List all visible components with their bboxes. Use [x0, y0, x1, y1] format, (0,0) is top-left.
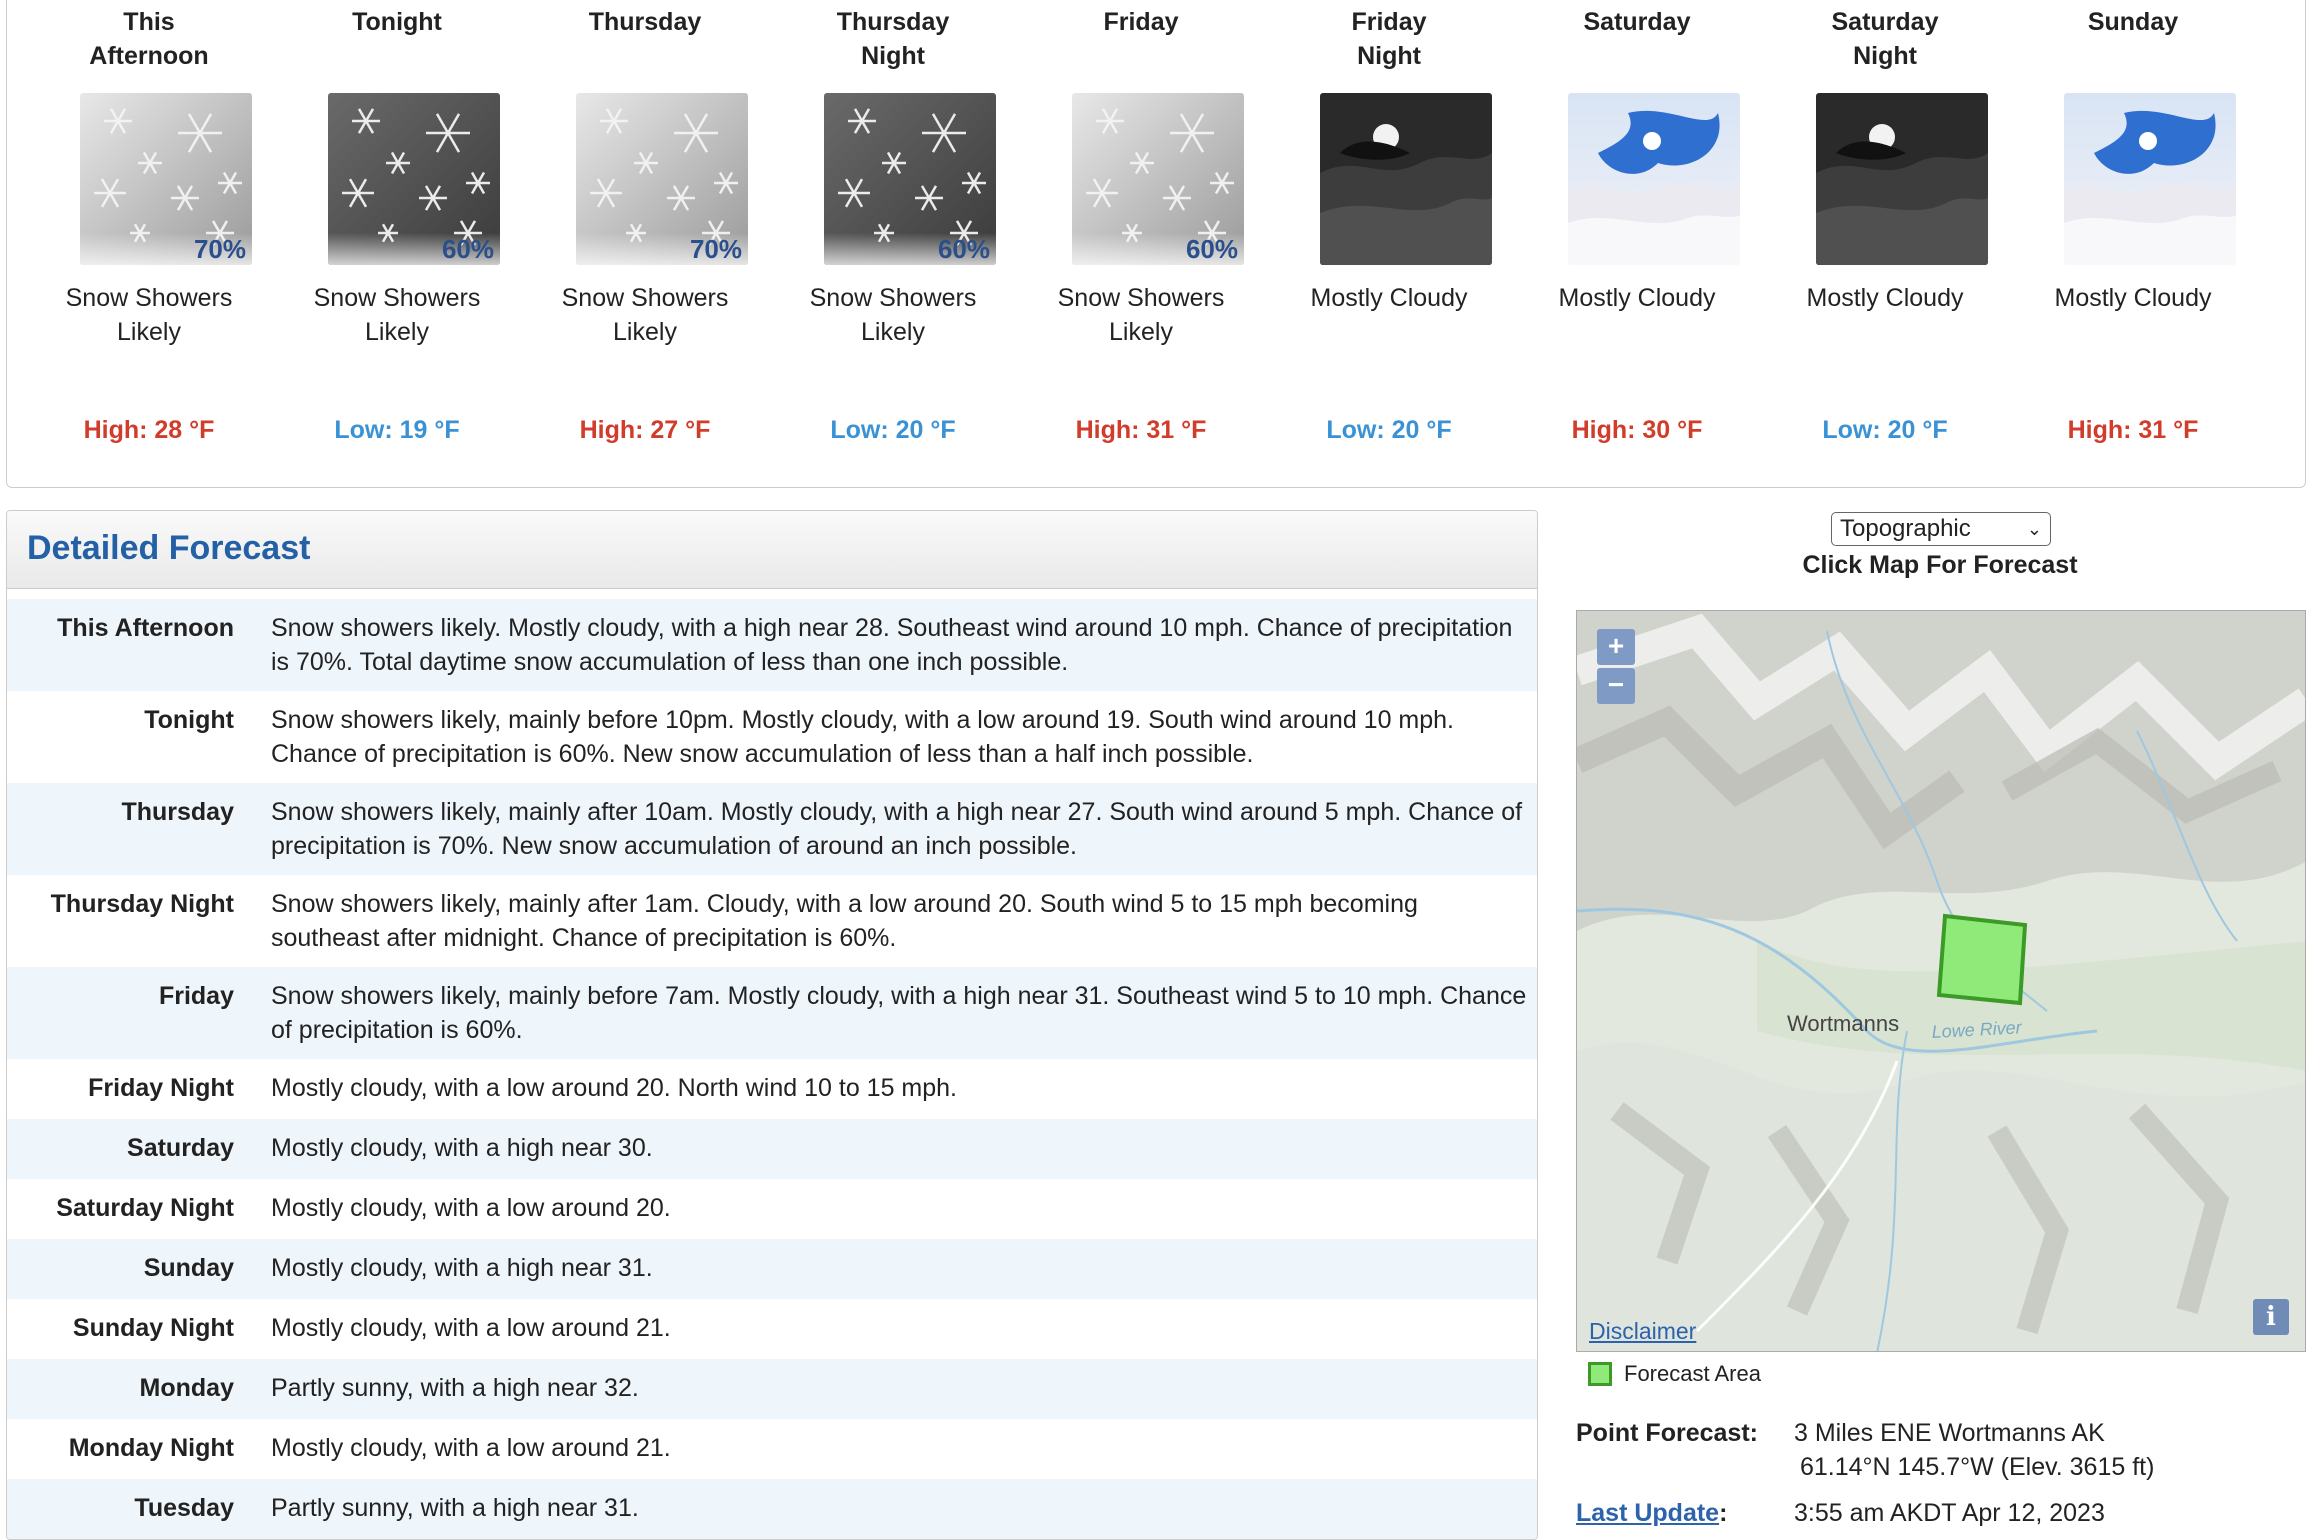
- chevron-down-icon: ⌄: [2026, 519, 2042, 539]
- mostly-cloudy-night-icon[interactable]: [1816, 93, 1988, 265]
- last-update-colon: :: [1719, 1499, 1728, 1527]
- row-period-label: This Afternoon: [57, 614, 234, 642]
- high-temperature: High: 30 °F: [1571, 416, 1703, 444]
- precip-chance: 60%: [328, 233, 500, 265]
- point-forecast-coords: 61.14°N 145.7°W (Elev. 3615 ft): [1800, 1453, 2155, 1481]
- high-temperature: High: 28 °F: [83, 416, 215, 444]
- precip-chance: 60%: [824, 233, 996, 265]
- mostly-cloudy-night-icon[interactable]: [1320, 93, 1492, 265]
- detailed-forecast-row: [7, 967, 1537, 1059]
- zoom-in-button[interactable]: +: [1597, 629, 1635, 665]
- row-period-label: Monday: [139, 1374, 234, 1402]
- short-description: Mostly Cloudy: [1310, 284, 1468, 312]
- low-temperature: Low: 20 °F: [830, 416, 956, 444]
- period-name: Saturday Night: [1831, 8, 1939, 70]
- row-period-label: Saturday Night: [56, 1194, 234, 1222]
- topographic-map-image: [1577, 611, 2306, 1352]
- short-description: Mostly Cloudy: [1806, 284, 1964, 312]
- precip-chance: 70%: [80, 233, 252, 265]
- period-name: This Afternoon: [89, 8, 209, 70]
- row-period-label: Monday Night: [68, 1434, 234, 1462]
- row-period-label: Saturday: [127, 1134, 234, 1162]
- row-forecast-text: Snow showers likely. Mostly cloudy, with a high near 28. Southeast wind around 10 mph. Chance of precipitation is 70%. Total daytime snow accumulation of less than one inch possible.: [271, 614, 1513, 676]
- detailed-forecast-title: Detailed Forecast: [27, 529, 311, 567]
- short-description: Mostly Cloudy: [1558, 284, 1716, 312]
- low-temperature: Low: 19 °F: [334, 416, 460, 444]
- row-forecast-text: Partly sunny, with a high near 32.: [271, 1374, 639, 1402]
- low-temperature: Low: 20 °F: [1822, 416, 1948, 444]
- detailed-forecast-row: [7, 875, 1537, 967]
- detailed-forecast-panel: [6, 510, 1538, 1540]
- row-forecast-text: Mostly cloudy, with a low around 21.: [271, 1434, 671, 1462]
- short-description: Snow Showers Likely: [809, 284, 977, 346]
- precip-chance: 60%: [1072, 233, 1244, 265]
- high-temperature: High: 31 °F: [1075, 416, 1207, 444]
- info-button[interactable]: i: [2253, 1299, 2289, 1335]
- high-temperature: High: 31 °F: [2067, 416, 2199, 444]
- seven-day-forecast: [6, 0, 2306, 488]
- disclaimer-link[interactable]: Disclaimer: [1589, 1318, 1697, 1344]
- period-name: Friday Night: [1351, 8, 1427, 70]
- row-forecast-text: Snow showers likely, mainly before 10pm. Mostly cloudy, with a low around 19. South wind around 10 mph. Chance of precipitation is 60%. New snow accumulation of less than a half inch possible.: [271, 706, 1455, 768]
- detailed-forecast-row: [7, 1299, 1537, 1359]
- period-name: Thursday Night: [836, 8, 950, 70]
- snow-showers-day-icon[interactable]: [1072, 93, 1244, 265]
- forecast-area-legend: Forecast Area: [1624, 1361, 1761, 1386]
- detailed-forecast-row: [7, 1059, 1537, 1119]
- row-period-label: Friday Night: [88, 1074, 234, 1102]
- short-description: Snow Showers Likely: [65, 284, 233, 346]
- last-update-link[interactable]: Last Update: [1576, 1499, 1720, 1527]
- row-period-label: Sunday: [143, 1254, 234, 1282]
- click-map-label: Click Map For Forecast: [1802, 551, 2078, 579]
- point-forecast-location: 3 Miles ENE Wortmanns AK: [1794, 1419, 2105, 1447]
- point-forecast-label: Point Forecast:: [1576, 1419, 1758, 1447]
- detailed-forecast-row: [7, 1479, 1537, 1539]
- detailed-forecast-row: [7, 1179, 1537, 1239]
- row-period-label: Thursday Night: [50, 890, 234, 918]
- forecast-area-swatch: [1588, 1362, 1612, 1386]
- precip-chance: 70%: [576, 233, 748, 265]
- short-description: Snow Showers Likely: [313, 284, 481, 346]
- period-name: Saturday: [1583, 8, 1691, 36]
- row-forecast-text: Snow showers likely, mainly after 10am. Mostly cloudy, with a high near 27. South wind around 5 mph. Chance of precipitation is 70%. New snow accumulation of around an inch possible.: [271, 798, 1523, 860]
- period-name: Thursday: [588, 8, 702, 36]
- period-name: Friday: [1103, 8, 1179, 36]
- row-forecast-text: Mostly cloudy, with a low around 20. North wind 10 to 15 mph.: [271, 1074, 957, 1102]
- detailed-forecast-row: [7, 1359, 1537, 1419]
- map-river-label: Lowe River: [1931, 1017, 2023, 1042]
- snow-showers-day-icon[interactable]: [576, 93, 748, 265]
- last-update-label: [1576, 1496, 1727, 1530]
- period-name: Tonight: [352, 8, 442, 36]
- snow-showers-day-icon[interactable]: [80, 93, 252, 265]
- low-temperature: Low: 20 °F: [1326, 416, 1452, 444]
- map-place-label: Wortmanns: [1787, 1011, 1900, 1036]
- row-period-label: Tuesday: [134, 1494, 234, 1522]
- detailed-forecast-header: [7, 511, 1537, 589]
- last-update-value: 3:55 am AKDT Apr 12, 2023: [1794, 1499, 2105, 1527]
- short-description: Mostly Cloudy: [2054, 284, 2212, 312]
- short-description: Snow Showers Likely: [561, 284, 729, 346]
- forecast-map[interactable]: [1576, 610, 2306, 1352]
- snow-showers-night-icon[interactable]: [824, 93, 996, 265]
- detailed-forecast-row: [7, 599, 1537, 691]
- short-description: Snow Showers Likely: [1057, 284, 1225, 346]
- row-period-label: Tonight: [144, 706, 234, 734]
- zoom-out-button[interactable]: −: [1597, 668, 1635, 704]
- detailed-forecast-row: [7, 1419, 1537, 1479]
- mostly-cloudy-day-icon[interactable]: [1568, 93, 1740, 265]
- row-forecast-text: Partly sunny, with a high near 31.: [271, 1494, 639, 1522]
- forecast-area-marker: [1939, 916, 2025, 1003]
- detailed-forecast-row: [7, 691, 1537, 783]
- detailed-forecast-row: [7, 1119, 1537, 1179]
- detailed-forecast-row: [7, 783, 1537, 875]
- row-forecast-text: Mostly cloudy, with a high near 30.: [271, 1134, 653, 1162]
- row-period-label: Sunday Night: [72, 1314, 234, 1342]
- row-forecast-text: Mostly cloudy, with a low around 21.: [271, 1314, 671, 1342]
- row-forecast-text: Mostly cloudy, with a high near 31.: [271, 1254, 653, 1282]
- snow-showers-night-icon[interactable]: [328, 93, 500, 265]
- row-period-label: Thursday: [121, 798, 234, 826]
- mostly-cloudy-day-icon[interactable]: [2064, 93, 2236, 265]
- row-forecast-text: Snow showers likely, mainly after 1am. Cloudy, with a low around 20. South wind 5 to 15 mph becoming southeast after midnight. Chance of precipitation is 60%.: [271, 890, 1418, 952]
- detailed-forecast-row: [7, 1239, 1537, 1299]
- row-forecast-text: Snow showers likely, mainly before 7am. Mostly cloudy, with a high near 31. Southeast wind 5 to 10 mph. Chance of precipitation is 60%.: [271, 982, 1527, 1044]
- high-temperature: High: 27 °F: [579, 416, 711, 444]
- map-type-select[interactable]: [1831, 512, 2051, 546]
- row-period-label: Friday: [158, 982, 234, 1010]
- row-forecast-text: Mostly cloudy, with a low around 20.: [271, 1194, 671, 1222]
- map-type-value: Topographic: [1840, 515, 1971, 542]
- period-name: Sunday: [2087, 8, 2179, 36]
